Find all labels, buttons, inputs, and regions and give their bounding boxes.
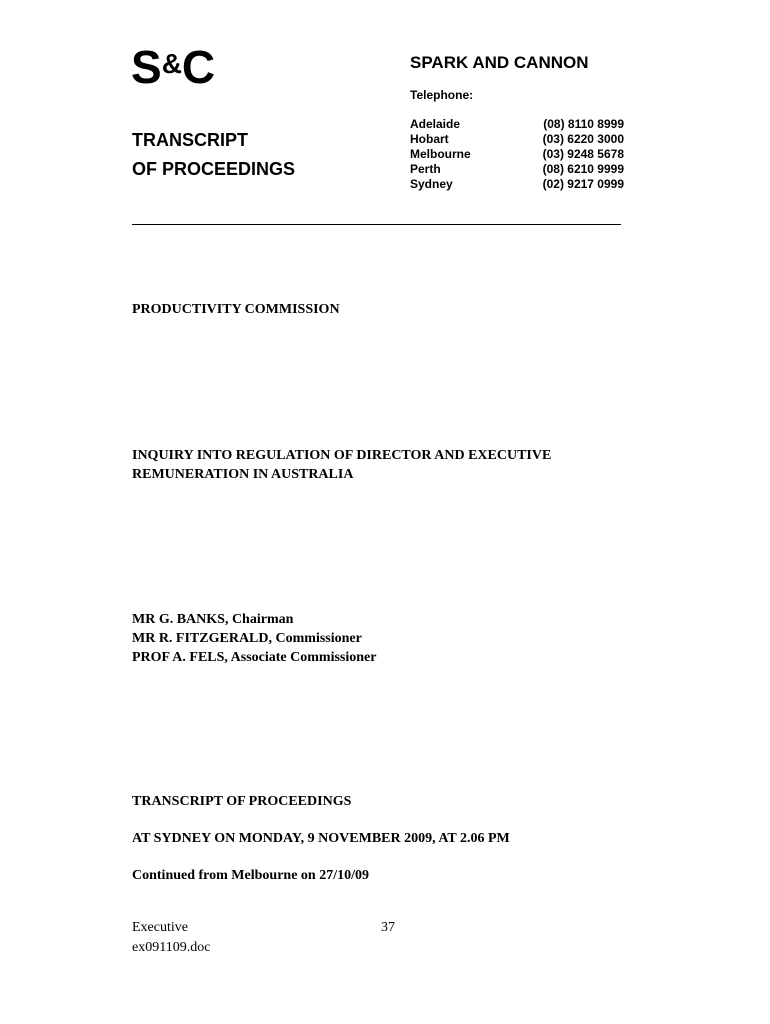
inquiry-title-line1: INQUIRY INTO REGULATION OF DIRECTOR AND EXECUTIVE [132, 448, 552, 463]
transcript-heading-line1: TRANSCRIPT [132, 130, 248, 150]
inquiry-title [132, 446, 551, 484]
footer-file-name: ex091109.doc [132, 940, 211, 955]
inquiry-title-line2: REMUNERATION IN AUSTRALIA [132, 467, 354, 482]
continued-note: Continued from Melbourne on 27/10/09 [132, 868, 369, 883]
page-number: 37 [381, 920, 395, 935]
office-row-hobart [410, 132, 624, 147]
header-divider [132, 224, 621, 225]
office-city: Melbourne [410, 147, 471, 161]
agency-name: PRODUCTIVITY COMMISSION [132, 302, 340, 317]
office-phone-list [410, 117, 624, 192]
office-city: Sydney [410, 177, 453, 191]
firm-name: SPARK AND CANNON [410, 53, 589, 72]
member-chairman: MR G. BANKS, Chairman [132, 612, 294, 627]
proceedings-title: TRANSCRIPT OF PROCEEDINGS [132, 794, 352, 809]
spark-and-cannon-logo [131, 41, 215, 93]
office-phone: (03) 9248 5678 [542, 147, 624, 161]
session-details: AT SYDNEY ON MONDAY, 9 NOVEMBER 2009, AT 2.06 PM [132, 831, 510, 846]
office-row-melbourne [410, 147, 624, 162]
office-phone: (03) 6220 3000 [542, 132, 624, 146]
logo-letter-c: C [181, 41, 215, 93]
office-city: Perth [410, 162, 441, 176]
logo-letter-s: S [131, 41, 161, 93]
footer-doc-title: Executive [132, 920, 188, 935]
office-row-sydney [410, 177, 624, 192]
office-phone: (08) 8110 8999 [543, 117, 624, 131]
telephone-label: Telephone: [410, 88, 474, 102]
office-row-perth [410, 162, 624, 177]
office-city: Hobart [410, 132, 449, 146]
commission-members [132, 610, 376, 667]
office-row-adelaide [410, 117, 624, 132]
logo-ampersand: & [161, 48, 181, 79]
member-associate-commissioner: PROF A. FELS, Associate Commissioner [132, 650, 377, 665]
transcript-heading-line2: OF PROCEEDINGS [132, 159, 296, 179]
office-phone: (02) 9217 0999 [542, 177, 624, 191]
office-phone: (08) 6210 9999 [542, 162, 624, 176]
footer-document-info [132, 918, 210, 958]
transcript-heading [132, 126, 295, 184]
member-commissioner: MR R. FITZGERALD, Commissioner [132, 631, 362, 646]
office-city: Adelaide [410, 117, 461, 131]
